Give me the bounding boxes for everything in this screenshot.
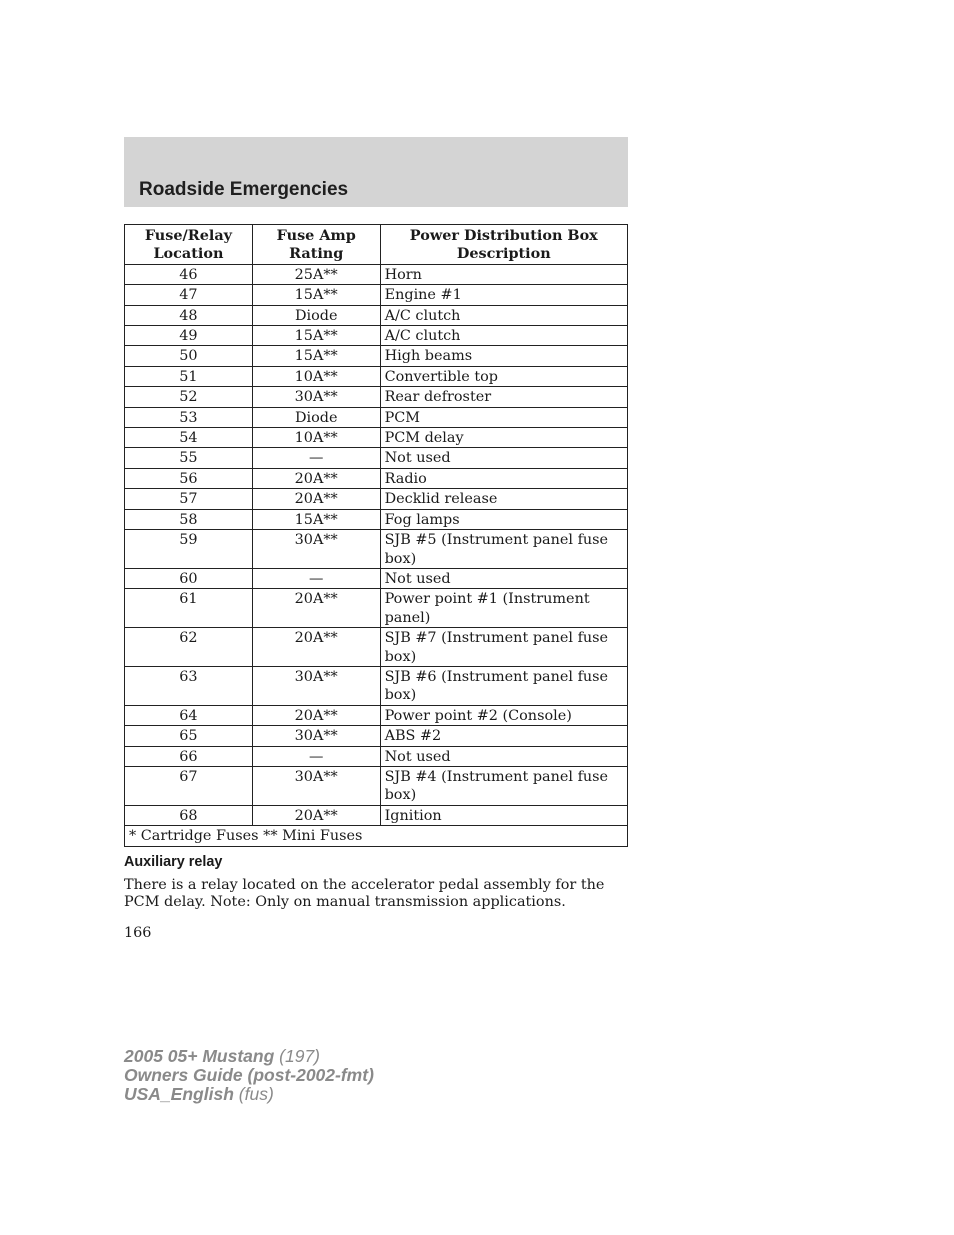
table-row <box>125 407 628 427</box>
cell-amp-rating: Diode <box>252 305 380 325</box>
cell-location: 67 <box>125 766 253 805</box>
table-row <box>125 285 628 305</box>
cell-location: 60 <box>125 568 253 588</box>
cell-description: Horn <box>380 264 627 284</box>
cell-description: PCM delay <box>380 428 627 448</box>
cell-amp-rating: 30A** <box>252 666 380 705</box>
cell-description: Convertible top <box>380 366 627 386</box>
table-row <box>125 589 628 628</box>
cell-description: Not used <box>380 746 627 766</box>
column-header-location: Fuse/Relay Location <box>125 225 253 265</box>
cell-description: ABS #2 <box>380 726 627 746</box>
section-heading: Auxiliary relay <box>124 854 223 870</box>
section-header-band <box>124 137 628 207</box>
cell-location: 59 <box>125 530 253 569</box>
table-row <box>125 264 628 284</box>
cell-amp-rating: 30A** <box>252 387 380 407</box>
table-row <box>125 366 628 386</box>
cell-location: 66 <box>125 746 253 766</box>
cell-location: 48 <box>125 305 253 325</box>
cell-amp-rating: 15A** <box>252 285 380 305</box>
cell-description: Rear defroster <box>380 387 627 407</box>
document-footer <box>124 1047 374 1104</box>
cell-description: SJB #6 (Instrument panel fuse box) <box>380 666 627 705</box>
cell-description: Not used <box>380 448 627 468</box>
table-body <box>125 264 628 825</box>
cell-amp-rating: 15A** <box>252 326 380 346</box>
cell-description: Power point #1 (Instrument panel) <box>380 589 627 628</box>
cell-amp-rating: Diode <box>252 407 380 427</box>
table-row <box>125 666 628 705</box>
cell-amp-rating: 20A** <box>252 589 380 628</box>
cell-amp-rating: 30A** <box>252 726 380 746</box>
cell-amp-rating: 30A** <box>252 530 380 569</box>
cell-location: 56 <box>125 468 253 488</box>
page-title: Roadside Emergencies <box>139 179 349 200</box>
table-row <box>125 326 628 346</box>
cell-amp-rating: — <box>252 448 380 468</box>
cell-amp-rating: 20A** <box>252 805 380 825</box>
cell-location: 54 <box>125 428 253 448</box>
table-row <box>125 705 628 725</box>
cell-location: 47 <box>125 285 253 305</box>
fuse-table <box>124 224 628 847</box>
cell-description: A/C clutch <box>380 305 627 325</box>
cell-location: 61 <box>125 589 253 628</box>
table-row <box>125 509 628 529</box>
table-row <box>125 468 628 488</box>
cell-description: A/C clutch <box>380 326 627 346</box>
cell-location: 64 <box>125 705 253 725</box>
table-row <box>125 628 628 667</box>
table-row <box>125 726 628 746</box>
cell-description: Ignition <box>380 805 627 825</box>
page-number: 166 <box>124 925 152 941</box>
footer-line-2: Owners Guide (post-2002-fmt) <box>124 1065 374 1085</box>
cell-amp-rating: 15A** <box>252 346 380 366</box>
table-row <box>125 448 628 468</box>
cell-amp-rating: 20A** <box>252 468 380 488</box>
table-row <box>125 766 628 805</box>
cell-location: 68 <box>125 805 253 825</box>
cell-location: 51 <box>125 366 253 386</box>
cell-amp-rating: 15A** <box>252 509 380 529</box>
cell-description: Power point #2 (Console) <box>380 705 627 725</box>
cell-amp-rating: 25A** <box>252 264 380 284</box>
cell-location: 46 <box>125 264 253 284</box>
table-row <box>125 428 628 448</box>
cell-description: Radio <box>380 468 627 488</box>
cell-description: Decklid release <box>380 489 627 509</box>
cell-amp-rating: 20A** <box>252 489 380 509</box>
column-header-amp-rating: Fuse Amp Rating <box>252 225 380 265</box>
cell-amp-rating: — <box>252 746 380 766</box>
cell-location: 57 <box>125 489 253 509</box>
table-row <box>125 489 628 509</box>
table-header-row <box>125 225 628 265</box>
table-row <box>125 568 628 588</box>
cell-description: Fog lamps <box>380 509 627 529</box>
cell-description: PCM <box>380 407 627 427</box>
cell-location: 55 <box>125 448 253 468</box>
cell-location: 65 <box>125 726 253 746</box>
table-row <box>125 387 628 407</box>
table-row <box>125 305 628 325</box>
cell-location: 63 <box>125 666 253 705</box>
cell-location: 62 <box>125 628 253 667</box>
footer-line-3: USA_English (fus) <box>124 1084 274 1104</box>
table-row <box>125 805 628 825</box>
cell-description: Engine #1 <box>380 285 627 305</box>
cell-amp-rating: — <box>252 568 380 588</box>
table-footnote-row <box>125 826 628 846</box>
table-row <box>125 530 628 569</box>
cell-location: 49 <box>125 326 253 346</box>
cell-amp-rating: 10A** <box>252 428 380 448</box>
cell-location: 50 <box>125 346 253 366</box>
cell-amp-rating: 20A** <box>252 705 380 725</box>
table-row <box>125 346 628 366</box>
cell-location: 53 <box>125 407 253 427</box>
cell-location: 58 <box>125 509 253 529</box>
section-body-text: There is a relay located on the accelerator pedal assembly for the PCM delay. Note: Only on manual transmission applications. <box>124 877 605 910</box>
cell-description: High beams <box>380 346 627 366</box>
cell-amp-rating: 20A** <box>252 628 380 667</box>
cell-description: SJB #4 (Instrument panel fuse box) <box>380 766 627 805</box>
cell-amp-rating: 10A** <box>252 366 380 386</box>
footer-line-1: 2005 05+ Mustang (197) <box>124 1046 321 1066</box>
column-header-description: Power Distribution Box Description <box>380 225 627 265</box>
cell-description: SJB #7 (Instrument panel fuse box) <box>380 628 627 667</box>
cell-description: Not used <box>380 568 627 588</box>
table-row <box>125 746 628 766</box>
table-footnote: * Cartridge Fuses ** Mini Fuses <box>125 826 628 846</box>
cell-description: SJB #5 (Instrument panel fuse box) <box>380 530 627 569</box>
cell-location: 52 <box>125 387 253 407</box>
cell-amp-rating: 30A** <box>252 766 380 805</box>
